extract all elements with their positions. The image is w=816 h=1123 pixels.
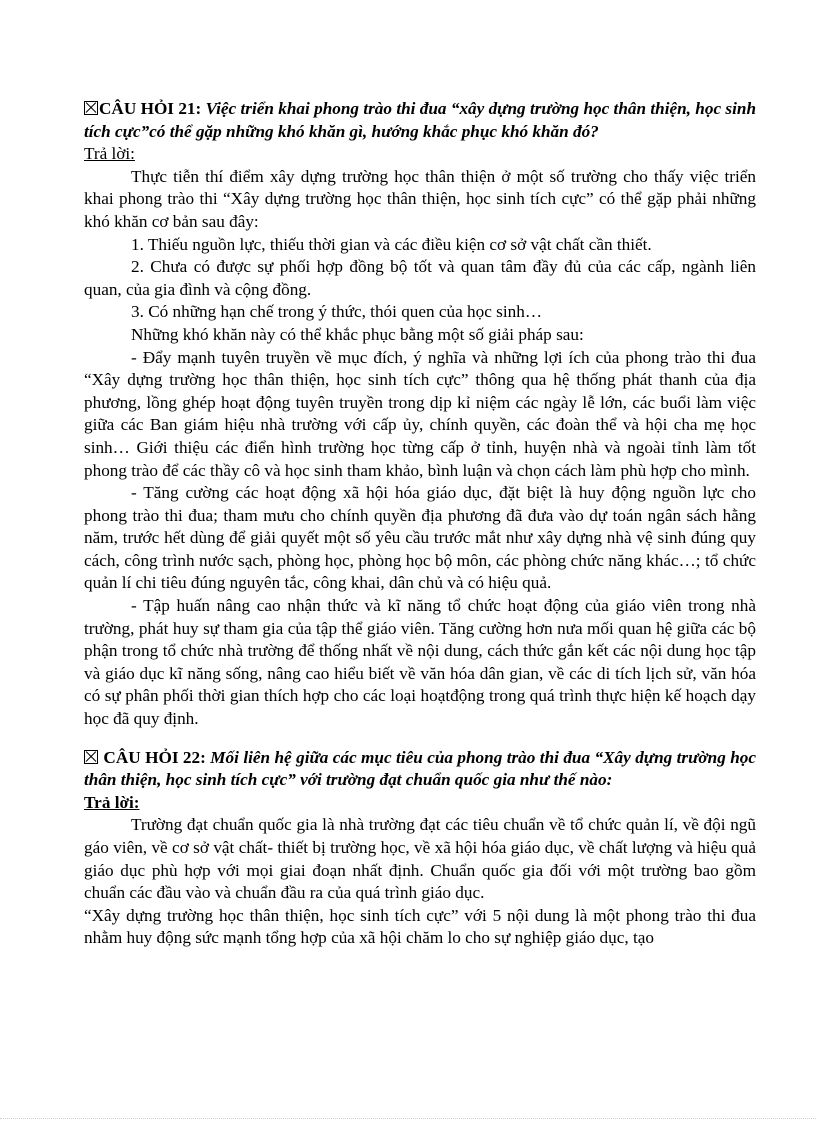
document-page (84, 98, 756, 950)
answer-22-label: Trả lời: (84, 792, 140, 812)
question-22-heading (84, 747, 756, 792)
question-22-text: Mối liên hệ giữa các mục tiêu của phong trào thi đua “Xây dựng trường học thân thiện, học sinh tích cực” với trường đạt chuẩn quốc gia như thế nào: (84, 747, 756, 790)
answer-21-paragraph: - Tăng cường các hoạt động xã hội hóa giáo dục, đặt biệt là huy động nguồn lực cho phong trào thi đua; tham mưu cho chính quyền địa phương đã đưa vào dự toán ngân sách hằng năm, trước hết dùng để giải quyết một số yêu cầu trước mắt như xây dựng nhà vệ sinh đúng quy cách, công trình nước sạch, phòng học, phòng học bộ môn, các phòng chức năng khác…; tổ chức quản lí chi tiêu đúng nguyên tắc, công khai, dân chủ và có hiệu quả. (84, 483, 756, 593)
answer-22-paragraph: “Xây dựng trường học thân thiện, học sinh tích cực” với 5 nội dung là một phong trào thi đua nhằm huy động sức mạnh tổng hợp của xã hội chăm lo cho sự nghiệp giáo dục, tạo (84, 905, 756, 948)
answer-21-paragraph: Thực tiễn thí điểm xây dựng trường học thân thiện ở một số trường cho thấy việc triển khai phong trào thi “Xây dựng trường học thân thiện, học sinh tích cực” có thể gặp phải những khó khăn cơ bản sau đây: (84, 166, 756, 231)
question-21-text: Việc triển khai phong trào thi đua “xây dựng trường học thân thiện, học sinh tích cực”có thể gặp những khó khăn gì, hướng khắc phục khó khăn đó? (84, 99, 757, 141)
checkbox-cross-icon (84, 750, 98, 764)
question-21-heading (84, 98, 756, 143)
question-21-label: CÂU HỎI 21: (99, 99, 202, 118)
answer-21-paragraph: 2. Chưa có được sự phối hợp đồng bộ tốt và quan tâm đầy đủ của các cấp, ngành liên quan, của gia đình và cộng đồng. (84, 257, 756, 299)
answer-21-paragraph: 1. Thiếu nguồn lực, thiếu thời gian và các điều kiện cơ sở vật chất cần thiết. (131, 234, 652, 254)
checkbox-cross-icon (84, 101, 98, 115)
answer-21-paragraph: - Đẩy mạnh tuyên truyền về mục đích, ý nghĩa và những lợi ích của phong trào thi đua “Xây dựng trường học thân thiện, học sinh tích cực” thông qua hệ thống phát thanh của địa phương, lồng ghép hoạt động tuyên truyền trong dịp kỉ niệm các ngày lễ lớn, các buổi làm việc giữa các Ban giám hiệu nhà trường với cấp ủy, chính quyền, các đoàn thể và hội cha mẹ học sinh… Giới thiệu các điển hình trường học từng cấp ở tỉnh, huyện nhà và ngoài tỉnh làm tốt phong trào để các thầy cô và học sinh tham khảo, bình luận và chọn cách làm phù hợp cho mình. (84, 347, 756, 480)
answer-21-paragraph: - Tập huấn nâng cao nhận thức và kĩ năng tổ chức hoạt động của giáo viên trong nhà trường, phát huy sự tham gia của tập thể giáo viên. Tăng cường hơn nưa mối quan hệ giữa các bộ phận trong tổ chức nhà trường để thống nhất về nội dung, cách thức gắn kết các nội dung học tập và giáo dục kĩ năng sống, nâng cao hiểu biết về văn hóa dân gian, về các di tích lịch sử, văn hóa có sự phân phối thời gian thích hợp cho các loại hoạtđộng trong quá trình thực hiện kế hoạch dạy học đã quy định. (84, 596, 756, 729)
answer-22-paragraph: Trường đạt chuẩn quốc gia là nhà trường đạt các tiêu chuẩn về tổ chức quản lí, về đội ngũ gáo viên, về cơ sở vật chất- thiết bị trường học, về xã hội hóa giáo dục, về chất lượng và hiệu quả giáo dục phù hợp với mọi giai đoạn nhất định. Chuẩn quốc gia đối với một trường bao gồm chuẩn các đầu vào và chuẩn đầu ra của quá trình giáo dục. (84, 815, 756, 903)
answer-21-paragraph: Những khó khăn này có thể khắc phục bằng một số giải pháp sau: (131, 324, 584, 344)
answer-21-label: Trả lời: (84, 144, 135, 164)
answer-21-paragraph: 3. Có những hạn chế trong ý thức, thói quen của học sinh… (131, 302, 543, 322)
page-bottom-border (0, 1118, 816, 1119)
question-22-label: CÂU HỎI 22: (103, 747, 206, 767)
